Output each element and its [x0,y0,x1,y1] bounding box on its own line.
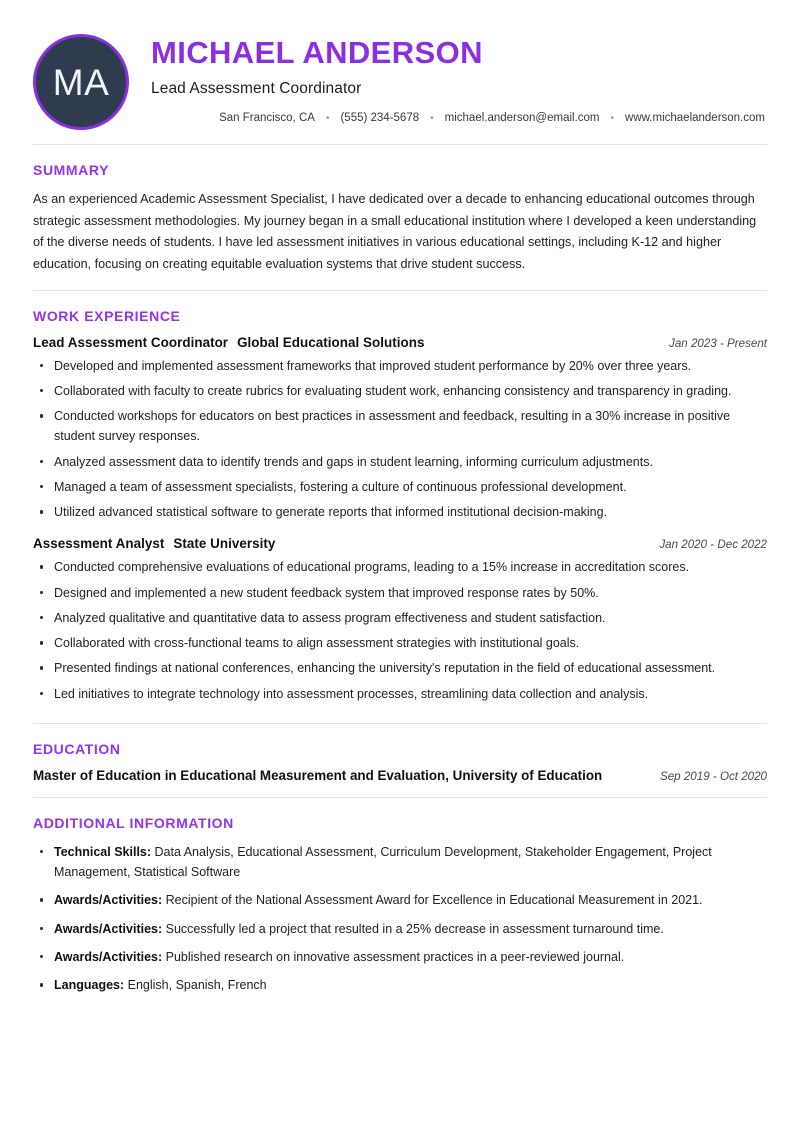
contact-separator-icon: • [610,112,615,124]
experience-title-line [33,536,275,551]
list-item: Presented findings at national conferences, enhancing the university's reputation in the field of educational assessment. [33,658,767,678]
list-item [33,947,767,967]
list-item: Conducted workshops for educators on best practices in assessment and feedback, resulting in a 30% increase in positive student survey responses. [33,406,767,447]
info-label: Awards/Activities: [54,921,163,936]
header-text-block [129,30,767,124]
avatar [33,34,129,130]
list-item: Developed and implemented assessment frameworks that improved student performance by 20% over three years. [33,356,767,376]
experience-entry [33,536,767,704]
section-education [33,724,767,797]
section-title-additional-information: ADDITIONAL INFORMATION [33,814,234,831]
experience-company: State University [173,536,276,552]
additional-info-list [33,842,767,996]
experience-dates: Jan 2020 - Dec 2022 [659,538,767,552]
contact-separator-icon: • [325,112,330,124]
resume-header [33,0,767,144]
section-summary [33,145,767,290]
list-item [33,919,767,939]
list-item: Collaborated with cross-functional teams to align assessment strategies with institutional goals. [33,633,767,653]
list-item [33,842,767,883]
list-item: Collaborated with faculty to create rubrics for evaluating student work, enhancing consistency and transparency in grading. [33,381,767,401]
contact-location: San Francisco, CA [219,112,315,125]
experience-entry [33,335,767,523]
info-label: Languages: [54,978,125,993]
contact-email[interactable]: michael.anderson@email.com [444,112,600,125]
experience-company: Global Educational Solutions [237,334,425,350]
experience-entry-header [33,536,767,551]
education-entry [33,768,767,783]
section-additional-information [33,798,767,1018]
experience-dates: Jan 2023 - Present [669,336,767,350]
education-dates: Sep 2019 - Oct 2020 [660,769,767,783]
list-item: Analyzed qualitative and quantitative data to assess program effectiveness and student satisfaction. [33,608,767,628]
info-value: Published research on innovative assessment practices in a peer-reviewed journal. [165,949,625,964]
page-title: MICHAEL ANDERSON [151,35,483,70]
list-item [33,890,767,910]
experience-title-line [33,335,424,350]
experience-role: Assessment Analyst [33,536,165,552]
experience-bullet-list [33,356,767,523]
list-item: Led initiatives to integrate technology into assessment processes, streamlining data collection and analysis. [33,684,767,704]
summary-text: As an experienced Academic Assessment Specialist, I have dedicated over a decade to enhancing educational outcomes through strategic assessment methodologies. My journey began in a small educational institution where I developed a keen understanding of the diverse needs of students. I have led assessment initiatives in various educational settings, including K-12 and higher education, focusing on creating equitable evaluation systems that drive student success. [33,192,757,271]
section-title-summary: SUMMARY [33,162,110,178]
contact-row [151,112,767,124]
list-item: Utilized advanced statistical software to generate reports that informed institutional decision-making. [33,502,767,522]
info-label: Technical Skills: [54,844,152,859]
info-value: Data Analysis, Educational Assessment, Curriculum Development, Stakeholder Engagement, Project Management, Statistical Software [54,844,712,880]
section-title-education: EDUCATION [33,740,121,757]
section-title-work-experience: WORK EXPERIENCE [33,307,181,324]
info-value: Successfully led a project that resulted in a 25% decrease in assessment turnaround time. [165,921,664,936]
info-label: Awards/Activities: [54,893,163,908]
info-value: Recipient of the National Assessment Award for Excellence in Educational Measurement in 2021. [165,893,703,908]
list-item: Conducted comprehensive evaluations of educational programs, leading to a 15% increase in accreditation scores. [33,557,767,577]
list-item: Designed and implemented a new student feedback system that improved response rates by 50%. [33,583,767,603]
contact-phone[interactable]: (555) 234-5678 [340,112,420,125]
info-label: Awards/Activities: [54,949,163,964]
experience-role: Lead Assessment Coordinator [33,334,229,350]
section-work-experience [33,291,767,723]
list-item [33,975,767,995]
avatar-initials: MA [52,61,110,103]
contact-separator-icon: • [430,112,434,124]
list-item: Analyzed assessment data to identify trends and gaps in student learning, informing curriculum adjustments. [33,452,767,472]
contact-website[interactable]: www.michaelanderson.com [625,112,765,125]
education-degree: Master of Education in Educational Measurement and Evaluation, University of Education [33,767,603,783]
info-value: English, Spanish, French [127,978,267,993]
experience-bullet-list [33,557,767,704]
list-item: Managed a team of assessment specialists, fostering a culture of continuous professional development. [33,477,767,497]
experience-entry-header [33,335,767,350]
header-subtitle: Lead Assessment Coordinator [151,80,362,98]
